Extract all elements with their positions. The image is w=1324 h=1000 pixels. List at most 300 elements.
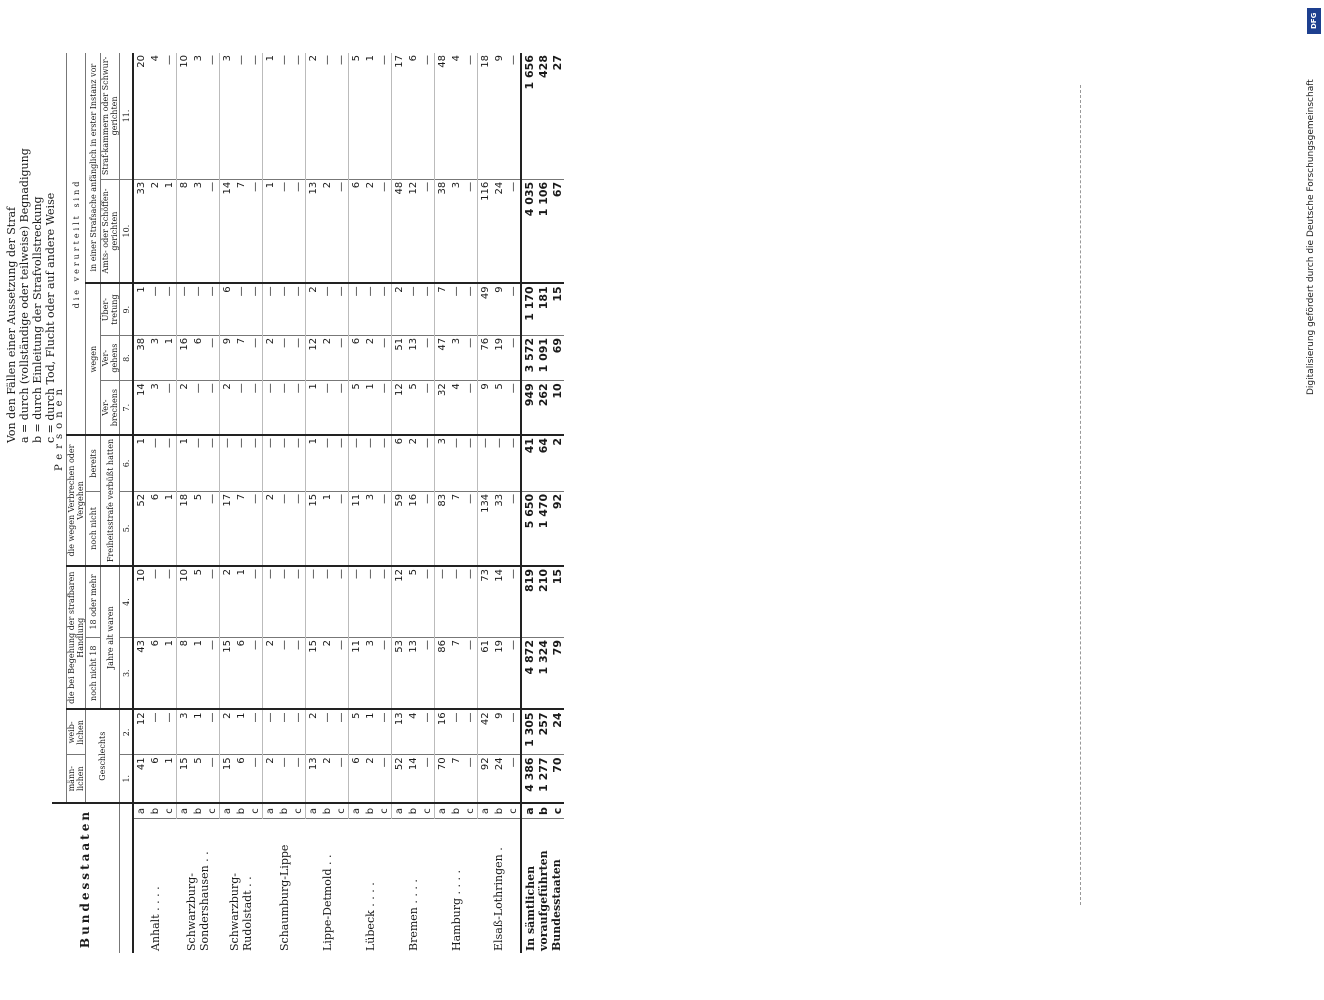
- table-cell: 3: [148, 381, 162, 435]
- row-letter: b: [234, 803, 248, 819]
- table-cell: 1 277: [536, 755, 550, 803]
- row-letter: a: [306, 803, 321, 819]
- table-cell: 6: [191, 335, 205, 380]
- table-cell: 7: [234, 335, 248, 380]
- col-header-noch-nicht: noch nicht: [86, 491, 101, 566]
- table-cell: 76: [478, 335, 493, 380]
- table-cell: 13: [392, 709, 407, 754]
- state-name: Schwarzburg-Sondershausen . .: [185, 851, 211, 951]
- table-cell: 16: [406, 491, 420, 566]
- table-cell: 1: [263, 53, 278, 179]
- table-cell: 5: [349, 53, 364, 179]
- table-cell: 18: [177, 491, 192, 566]
- table-cell: 2: [263, 335, 278, 380]
- table-cell: 262: [536, 381, 550, 435]
- table-cell: 5: [191, 566, 205, 638]
- row-letter: a: [133, 803, 148, 819]
- table-cell: 11: [349, 491, 364, 566]
- table-cell: 7: [234, 491, 248, 566]
- table-cell: —: [334, 335, 349, 380]
- table-cell: —: [478, 435, 493, 491]
- table-cell: 4 035: [521, 179, 536, 283]
- table-cell: —: [334, 381, 349, 435]
- row-letter: c: [420, 803, 435, 819]
- table-cell: —: [334, 566, 349, 638]
- table-cell: 15: [306, 638, 321, 710]
- table-cell: 6: [234, 755, 248, 803]
- table-cell: 8: [177, 638, 192, 710]
- table-cell: —: [334, 491, 349, 566]
- table-cell: 2: [363, 179, 377, 283]
- row-letter: b: [191, 803, 205, 819]
- table-cell: —: [291, 179, 306, 283]
- table-cell: 4: [449, 53, 463, 179]
- table-cell: —: [277, 638, 291, 710]
- table-cell: 15: [306, 491, 321, 566]
- table-cell: 949: [521, 381, 536, 435]
- table-cell: 59: [392, 491, 407, 566]
- table-cell: 1: [363, 53, 377, 179]
- table-cell: 67: [550, 179, 564, 283]
- table-cell: 15: [220, 755, 235, 803]
- table-cell: —: [463, 435, 478, 491]
- table-cell: 2: [220, 566, 235, 638]
- table-cell: 7: [449, 755, 463, 803]
- col-header-jahre-alt: Jahre alt waren: [101, 566, 120, 709]
- table-row: [320, 53, 334, 953]
- col-header-verurteilt: die verurteilt sind: [67, 53, 86, 435]
- table-cell: 13: [406, 335, 420, 380]
- table-cell: 3: [191, 179, 205, 283]
- table-cell: —: [291, 435, 306, 491]
- table-cell: 13: [306, 179, 321, 283]
- row-letter: b: [277, 803, 291, 819]
- row-letter: c: [205, 803, 220, 819]
- table-cell: —: [205, 755, 220, 803]
- table-cell: 6: [349, 179, 364, 283]
- table-cell: —: [506, 53, 521, 179]
- table-cell: 48: [392, 179, 407, 283]
- table-cell: 1 106: [536, 179, 550, 283]
- table-cell: 2: [306, 53, 321, 179]
- legend-line: b = durch Einleitung der Strafvollstreckung: [31, 196, 44, 443]
- table-cell: 69: [550, 335, 564, 380]
- table-cell: 4 872: [521, 638, 536, 710]
- table-cell: —: [506, 755, 521, 803]
- row-letter: c: [291, 803, 306, 819]
- table-cell: 1: [306, 381, 321, 435]
- table-cell: 1 170: [521, 283, 536, 335]
- table-cell: 1: [133, 283, 148, 335]
- state-name: Lübeck . . . .: [363, 882, 377, 951]
- state-name: Hamburg . . . .: [449, 870, 463, 951]
- table-cell: —: [191, 283, 205, 335]
- table-cell: —: [162, 709, 177, 754]
- table-cell: 134: [478, 491, 493, 566]
- table-cell: 7: [234, 179, 248, 283]
- table-cell: —: [277, 755, 291, 803]
- table-cell: —: [162, 283, 177, 335]
- col-header-weiblich: weib-lichen: [67, 709, 86, 754]
- col-header-in-einer-strafsache: in einer Strafsache anfänglich in erster Instanz vor: [86, 53, 101, 283]
- table-row: [220, 53, 235, 953]
- state-name: Anhalt . . . .: [148, 886, 162, 951]
- row-letter: b: [148, 803, 162, 819]
- col-number: 8.: [120, 335, 134, 380]
- table-cell: —: [277, 179, 291, 283]
- table-cell: —: [148, 566, 162, 638]
- row-letter: a: [220, 803, 235, 819]
- table-cell: —: [205, 638, 220, 710]
- row-letter: b: [492, 803, 506, 819]
- table-cell: —: [406, 283, 420, 335]
- table-title: [0, 144, 1, 703]
- table-cell: 3: [220, 53, 235, 179]
- table-cell: 2: [392, 283, 407, 335]
- table-cell: —: [291, 638, 306, 710]
- table-cell: —: [363, 283, 377, 335]
- table-cell: —: [162, 53, 177, 179]
- table-cell: 32: [435, 381, 450, 435]
- table-cell: 10: [550, 381, 564, 435]
- table-cell: 210: [536, 566, 550, 638]
- table-row: [234, 53, 248, 953]
- table-cell: 1: [162, 335, 177, 380]
- table-cell: 1: [263, 179, 278, 283]
- table-cell: 428: [536, 53, 550, 179]
- table-cell: —: [205, 381, 220, 435]
- table-cell: —: [248, 491, 263, 566]
- table-cell: —: [291, 566, 306, 638]
- col-number: 5.: [120, 491, 134, 566]
- table-cell: —: [248, 755, 263, 803]
- table-cell: —: [506, 283, 521, 335]
- table-cell: 3: [177, 709, 192, 754]
- row-letter: c: [506, 803, 521, 819]
- col-header-amts: Amts- oder Schöffen-gerichten: [101, 179, 120, 283]
- table-row: [248, 53, 263, 953]
- table-cell: 257: [536, 709, 550, 754]
- table-cell: —: [277, 491, 291, 566]
- table-cell: —: [463, 566, 478, 638]
- table-cell: 38: [133, 335, 148, 380]
- table-cell: —: [377, 566, 392, 638]
- table-cell: 3: [363, 491, 377, 566]
- table-cell: —: [248, 53, 263, 179]
- table-cell: —: [420, 709, 435, 754]
- table-cell: 24: [492, 179, 506, 283]
- table-cell: —: [349, 435, 364, 491]
- col-number: 1.: [120, 755, 134, 803]
- table-row: [277, 53, 291, 953]
- table-cell: 1: [133, 435, 148, 491]
- table-cell: 17: [220, 491, 235, 566]
- table-cell: —: [248, 283, 263, 335]
- table-cell: —: [334, 435, 349, 491]
- table-cell: 5: [349, 709, 364, 754]
- table-cell: —: [205, 283, 220, 335]
- table-cell: 12: [392, 566, 407, 638]
- legend-line: Von den Fällen einer Aussetzung der Straf: [5, 206, 18, 443]
- table-cell: 9: [220, 335, 235, 380]
- table-cell: —: [377, 491, 392, 566]
- table-cell: 9: [492, 53, 506, 179]
- table-cell: 70: [550, 755, 564, 803]
- table-cell: —: [248, 638, 263, 710]
- table-cell: 1: [162, 638, 177, 710]
- table-cell: 52: [133, 491, 148, 566]
- table-cell: —: [177, 283, 192, 335]
- table-cell: —: [435, 566, 450, 638]
- table-cell: —: [492, 435, 506, 491]
- table-cell: 1: [320, 491, 334, 566]
- table-cell: 10: [133, 566, 148, 638]
- table-row: [148, 53, 162, 953]
- table-cell: 33: [492, 491, 506, 566]
- table-cell: 1: [363, 709, 377, 754]
- table-cell: 2: [306, 709, 321, 754]
- table-cell: —: [463, 755, 478, 803]
- table-row: [263, 53, 278, 953]
- col-header-verbrechen: die wegen Verbrechen oder Vergehen: [67, 435, 86, 566]
- table-cell: 64: [536, 435, 550, 491]
- table-cell: 73: [478, 566, 493, 638]
- table-cell: 2: [263, 638, 278, 710]
- table-cell: 70: [435, 755, 450, 803]
- table-cell: 19: [492, 638, 506, 710]
- table-row: [435, 53, 450, 953]
- table-cell: —: [248, 381, 263, 435]
- table-cell: 5 650: [521, 491, 536, 566]
- table-cell: —: [277, 53, 291, 179]
- table-row: [349, 53, 364, 953]
- table-cell: 6: [148, 755, 162, 803]
- table-cell: —: [377, 638, 392, 710]
- table-row: [492, 53, 506, 953]
- table-cell: —: [148, 435, 162, 491]
- table-row: [306, 53, 321, 953]
- table-cell: —: [291, 53, 306, 179]
- table-cell: —: [277, 435, 291, 491]
- table-cell: —: [349, 283, 364, 335]
- col-header-verbrechens: Ver-brechens: [101, 381, 120, 435]
- dfg-logo: DFG: [1307, 8, 1321, 34]
- table-cell: —: [377, 755, 392, 803]
- table-cell: 3: [449, 335, 463, 380]
- digitization-note-text: Digitalisierung gefördert durch die Deutsche Forschungsgemeinschaft: [1306, 79, 1316, 395]
- table-cell: 3: [435, 435, 450, 491]
- table-cell: 14: [133, 381, 148, 435]
- table-cell: —: [320, 435, 334, 491]
- table-cell: —: [377, 435, 392, 491]
- table-cell: 5: [191, 491, 205, 566]
- col-header-geschlecht: Geschlechts: [86, 709, 120, 803]
- table-cell: —: [420, 53, 435, 179]
- table-cell: —: [420, 283, 435, 335]
- table-cell: —: [506, 435, 521, 491]
- table-cell: 42: [478, 709, 493, 754]
- row-letter: c: [377, 803, 392, 819]
- table-cell: —: [506, 566, 521, 638]
- table-cell: —: [205, 435, 220, 491]
- table-cell: 8: [177, 179, 192, 283]
- table-row: [177, 53, 192, 953]
- table-cell: —: [334, 53, 349, 179]
- table-cell: 24: [550, 709, 564, 754]
- col-header-vergehens: Ver-gehens: [101, 335, 120, 380]
- col-header-uebertretung: Über-tretung: [101, 283, 120, 335]
- table-row: [162, 53, 177, 953]
- table-cell: —: [191, 435, 205, 491]
- col-number: 10.: [120, 179, 134, 283]
- table-cell: —: [291, 335, 306, 380]
- table-cell: 18: [478, 53, 493, 179]
- table-cell: —: [506, 638, 521, 710]
- table-row: [478, 53, 493, 953]
- table-cell: 7: [449, 491, 463, 566]
- table-cell: —: [506, 491, 521, 566]
- table-cell: —: [420, 566, 435, 638]
- table-cell: 1: [234, 566, 248, 638]
- row-letter: c: [162, 803, 177, 819]
- table-cell: 12: [133, 709, 148, 754]
- table-cell: 20: [133, 53, 148, 179]
- table-cell: 1: [162, 179, 177, 283]
- col-header-wegen: wegen: [86, 283, 101, 435]
- table-cell: —: [320, 283, 334, 335]
- table-cell: —: [234, 381, 248, 435]
- table-cell: —: [234, 435, 248, 491]
- row-letter: a: [177, 803, 192, 819]
- row-letter: c: [550, 803, 564, 819]
- table-cell: —: [506, 709, 521, 754]
- table-cell: 41: [521, 435, 536, 491]
- table-cell: 14: [406, 755, 420, 803]
- table-cell: 4: [148, 53, 162, 179]
- col-header-state: Bundesstaaten: [52, 803, 120, 953]
- table-cell: —: [377, 53, 392, 179]
- table-cell: —: [377, 709, 392, 754]
- row-letter: b: [406, 803, 420, 819]
- table-cell: 15: [550, 566, 564, 638]
- table-row: [363, 53, 377, 953]
- table-cell: 4: [449, 381, 463, 435]
- table-cell: —: [320, 53, 334, 179]
- table-row: [550, 53, 564, 953]
- table-cell: —: [463, 491, 478, 566]
- table-cell: 181: [536, 283, 550, 335]
- table-cell: 7: [449, 638, 463, 710]
- state-name: Lippe-Detmold . .: [320, 854, 334, 951]
- table-cell: —: [377, 179, 392, 283]
- table-cell: —: [291, 381, 306, 435]
- table-cell: —: [463, 283, 478, 335]
- table-cell: 12: [306, 335, 321, 380]
- table-cell: 1: [306, 435, 321, 491]
- table-cell: 15: [220, 638, 235, 710]
- table-row: [377, 53, 392, 953]
- legend-line: a = durch (vollständige oder teilweise) Begnadigung: [18, 148, 31, 443]
- table-cell: 10: [177, 53, 192, 179]
- table-cell: —: [205, 566, 220, 638]
- state-name: Schaumburg-Lippe: [277, 844, 291, 951]
- statistics-table: [52, 53, 564, 953]
- col-number: 3.: [120, 638, 134, 710]
- table-cell: —: [148, 709, 162, 754]
- col-header-freiheitsstrafe: Freiheitsstrafe verbüßt hatten: [101, 435, 120, 566]
- row-letter: b: [363, 803, 377, 819]
- table-cell: —: [234, 53, 248, 179]
- table-row: [133, 53, 148, 953]
- row-letter: a: [435, 803, 450, 819]
- table-cell: 116: [478, 179, 493, 283]
- table-cell: 1 305: [521, 709, 536, 754]
- table-cell: —: [420, 381, 435, 435]
- table-cell: 6: [349, 755, 364, 803]
- table-cell: 1: [162, 755, 177, 803]
- table-cell: 2: [263, 755, 278, 803]
- table-cell: 12: [392, 381, 407, 435]
- table-cell: 49: [478, 283, 493, 335]
- table-cell: —: [320, 381, 334, 435]
- col-header-18-oder-mehr: 18 oder mehr: [86, 566, 101, 638]
- table-cell: 9: [492, 709, 506, 754]
- page-edge-line: [1080, 85, 1081, 905]
- table-cell: —: [306, 566, 321, 638]
- table-cell: 5: [406, 381, 420, 435]
- table-cell: 6: [349, 335, 364, 380]
- table-cell: 1 470: [536, 491, 550, 566]
- col-number: 11.: [120, 53, 134, 179]
- table-cell: —: [463, 179, 478, 283]
- table-cell: 61: [478, 638, 493, 710]
- table-cell: 2: [320, 638, 334, 710]
- table-cell: 11: [349, 638, 364, 710]
- row-letter: b: [320, 803, 334, 819]
- table-row: [406, 53, 420, 953]
- table-cell: —: [420, 755, 435, 803]
- table-cell: 24: [492, 755, 506, 803]
- table-row: [191, 53, 205, 953]
- table-cell: 9: [478, 381, 493, 435]
- table-cell: 17: [392, 53, 407, 179]
- table-cell: 5: [492, 381, 506, 435]
- table-cell: —: [463, 638, 478, 710]
- table-cell: —: [463, 709, 478, 754]
- table-cell: —: [291, 491, 306, 566]
- table-cell: 2: [320, 335, 334, 380]
- table-cell: 86: [435, 638, 450, 710]
- table-cell: 47: [435, 335, 450, 380]
- table-cell: —: [334, 283, 349, 335]
- table-cell: 15: [550, 283, 564, 335]
- table-row: [449, 53, 463, 953]
- table-cell: —: [205, 491, 220, 566]
- table-cell: —: [248, 566, 263, 638]
- state-name: Schwarzburg-Rudolstadt . .: [228, 873, 254, 951]
- table-cell: 7: [435, 283, 450, 335]
- table-cell: 1: [363, 381, 377, 435]
- table-cell: 2: [220, 709, 235, 754]
- state-name: Elsaß-Lothringen .: [492, 847, 506, 951]
- col-number: 9.: [120, 283, 134, 335]
- col-number: 6.: [120, 435, 134, 491]
- table-cell: 1: [162, 491, 177, 566]
- table-cell: 4: [406, 709, 420, 754]
- table-cell: 16: [435, 709, 450, 754]
- table-cell: 2: [363, 755, 377, 803]
- rotated-page: [0, 43, 1037, 963]
